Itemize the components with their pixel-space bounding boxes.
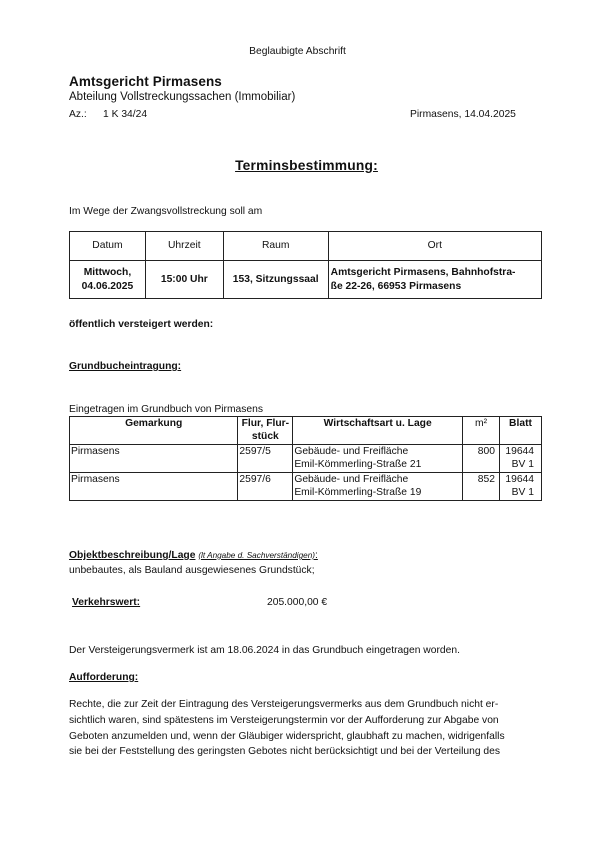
row-gemarkung: Pirmasens bbox=[70, 472, 238, 500]
auction-text: öffentlich versteigert werden: bbox=[69, 319, 214, 330]
appointment-room: 153, Sitzungssaal bbox=[223, 261, 328, 299]
object-description-heading-line bbox=[69, 549, 318, 562]
object-description-colon: : bbox=[315, 550, 318, 561]
request-line-2: sichtlich waren, sind spätestens im Versteigerungstermin vor der Aufforderung zur Abgabe von bbox=[69, 715, 499, 726]
row-flurstueck: 2597/6 bbox=[238, 472, 293, 500]
row-lage: Emil-Kömmerling-Straße 21 bbox=[294, 459, 422, 471]
header-uhrzeit: Uhrzeit bbox=[145, 232, 223, 261]
appointment-weekday: Mittwoch, bbox=[83, 267, 132, 279]
land-register-intro: Eingetragen im Grundbuch von Pirmasens bbox=[69, 404, 264, 415]
appointment-table-row bbox=[70, 261, 542, 299]
header-wirtschaftsart: Wirtschaftsart u. Lage bbox=[293, 417, 463, 445]
row-blatt-bv: BV 1 bbox=[511, 487, 534, 499]
court-name: Amtsgericht Pirmasens bbox=[69, 74, 222, 89]
request-line-4: sie bei der Feststellung des geringsten Gebotes nicht berücksichtigt und bei der Verteilung des bbox=[69, 746, 501, 757]
header-gemarkung: Gemarkung bbox=[70, 417, 238, 445]
header-ort: Ort bbox=[328, 232, 541, 261]
appointment-location-line1: Amtsgericht Pirmasens, Bahnhofstra- bbox=[330, 266, 516, 278]
document-title: Terminsbestimmung: bbox=[235, 158, 378, 173]
table-row bbox=[70, 472, 542, 500]
appointment-time: 15:00 Uhr bbox=[145, 261, 223, 299]
land-register-table bbox=[69, 416, 542, 501]
place-date: Pirmasens, 14.04.2025 bbox=[410, 109, 516, 120]
row-blatt bbox=[499, 444, 541, 472]
object-description-note: (lt Angabe d. Sachverständigen) bbox=[198, 551, 315, 560]
row-art: Gebäude- und Freifläche bbox=[294, 445, 409, 457]
intro-text: Im Wege der Zwangsvollstreckung soll am bbox=[69, 206, 263, 217]
request-line-1: Rechte, die zur Zeit der Eintragung des Versteigerungsvermerks aus dem Grundbuch nicht er- bbox=[69, 699, 499, 710]
land-register-header bbox=[70, 417, 542, 445]
object-description-text: unbebautes, als Bauland ausgewiesenes Grundstück; bbox=[69, 565, 315, 576]
row-m2: 800 bbox=[463, 444, 500, 472]
header-flurstueck bbox=[238, 417, 293, 445]
appointment-location-line2: ße 22-26, 66953 Pirmasens bbox=[330, 280, 462, 292]
case-number-label: Az.: bbox=[69, 109, 87, 120]
certified-copy-label: Beglaubigte Abschrift bbox=[249, 46, 346, 57]
request-line-3: Geboten anzumelden und, wenn der Gläubiger widerspricht, glaubhaft zu machen, widrigenfalls bbox=[69, 731, 505, 742]
row-m2: 852 bbox=[463, 472, 500, 500]
header-raum: Raum bbox=[223, 232, 328, 261]
market-value-label: Verkehrswert: bbox=[72, 597, 141, 608]
appointment-table bbox=[69, 231, 542, 299]
header-flurstueck-line1: Flur, Flur- bbox=[241, 418, 290, 429]
row-art-lage bbox=[293, 444, 463, 472]
row-blatt-bv: BV 1 bbox=[511, 459, 534, 471]
row-blatt-number: 19644 bbox=[505, 445, 534, 457]
registration-note: Der Versteigerungsvermerk ist am 18.06.2024 in das Grundbuch eingetragen worden. bbox=[69, 645, 460, 656]
appointment-table-header bbox=[70, 232, 542, 261]
row-art-lage bbox=[293, 472, 463, 500]
market-value: 205.000,00 € bbox=[267, 597, 328, 608]
appointment-location bbox=[328, 261, 541, 299]
case-number: 1 K 34/24 bbox=[103, 109, 148, 120]
court-department: Abteilung Vollstreckungssachen (Immobiliar) bbox=[69, 91, 296, 103]
row-flurstueck: 2597/5 bbox=[238, 444, 293, 472]
header-datum: Datum bbox=[70, 232, 146, 261]
row-lage: Emil-Kömmerling-Straße 19 bbox=[294, 487, 422, 499]
row-blatt bbox=[499, 472, 541, 500]
row-gemarkung: Pirmasens bbox=[70, 444, 238, 472]
appointment-date-value: 04.06.2025 bbox=[81, 280, 134, 292]
object-description-note-wrap bbox=[198, 550, 318, 561]
row-art: Gebäude- und Freifläche bbox=[294, 473, 409, 485]
row-blatt-number: 19644 bbox=[505, 473, 534, 485]
table-row bbox=[70, 444, 542, 472]
header-m2: m² bbox=[463, 417, 500, 445]
header-flurstueck-line2: stück bbox=[251, 431, 279, 443]
land-register-heading: Grundbucheintragung: bbox=[69, 361, 182, 372]
header-blatt: Blatt bbox=[499, 417, 541, 445]
appointment-date bbox=[70, 261, 146, 299]
object-description-heading: Objektbeschreibung/Lage bbox=[69, 550, 196, 561]
request-heading: Aufforderung: bbox=[69, 672, 139, 683]
